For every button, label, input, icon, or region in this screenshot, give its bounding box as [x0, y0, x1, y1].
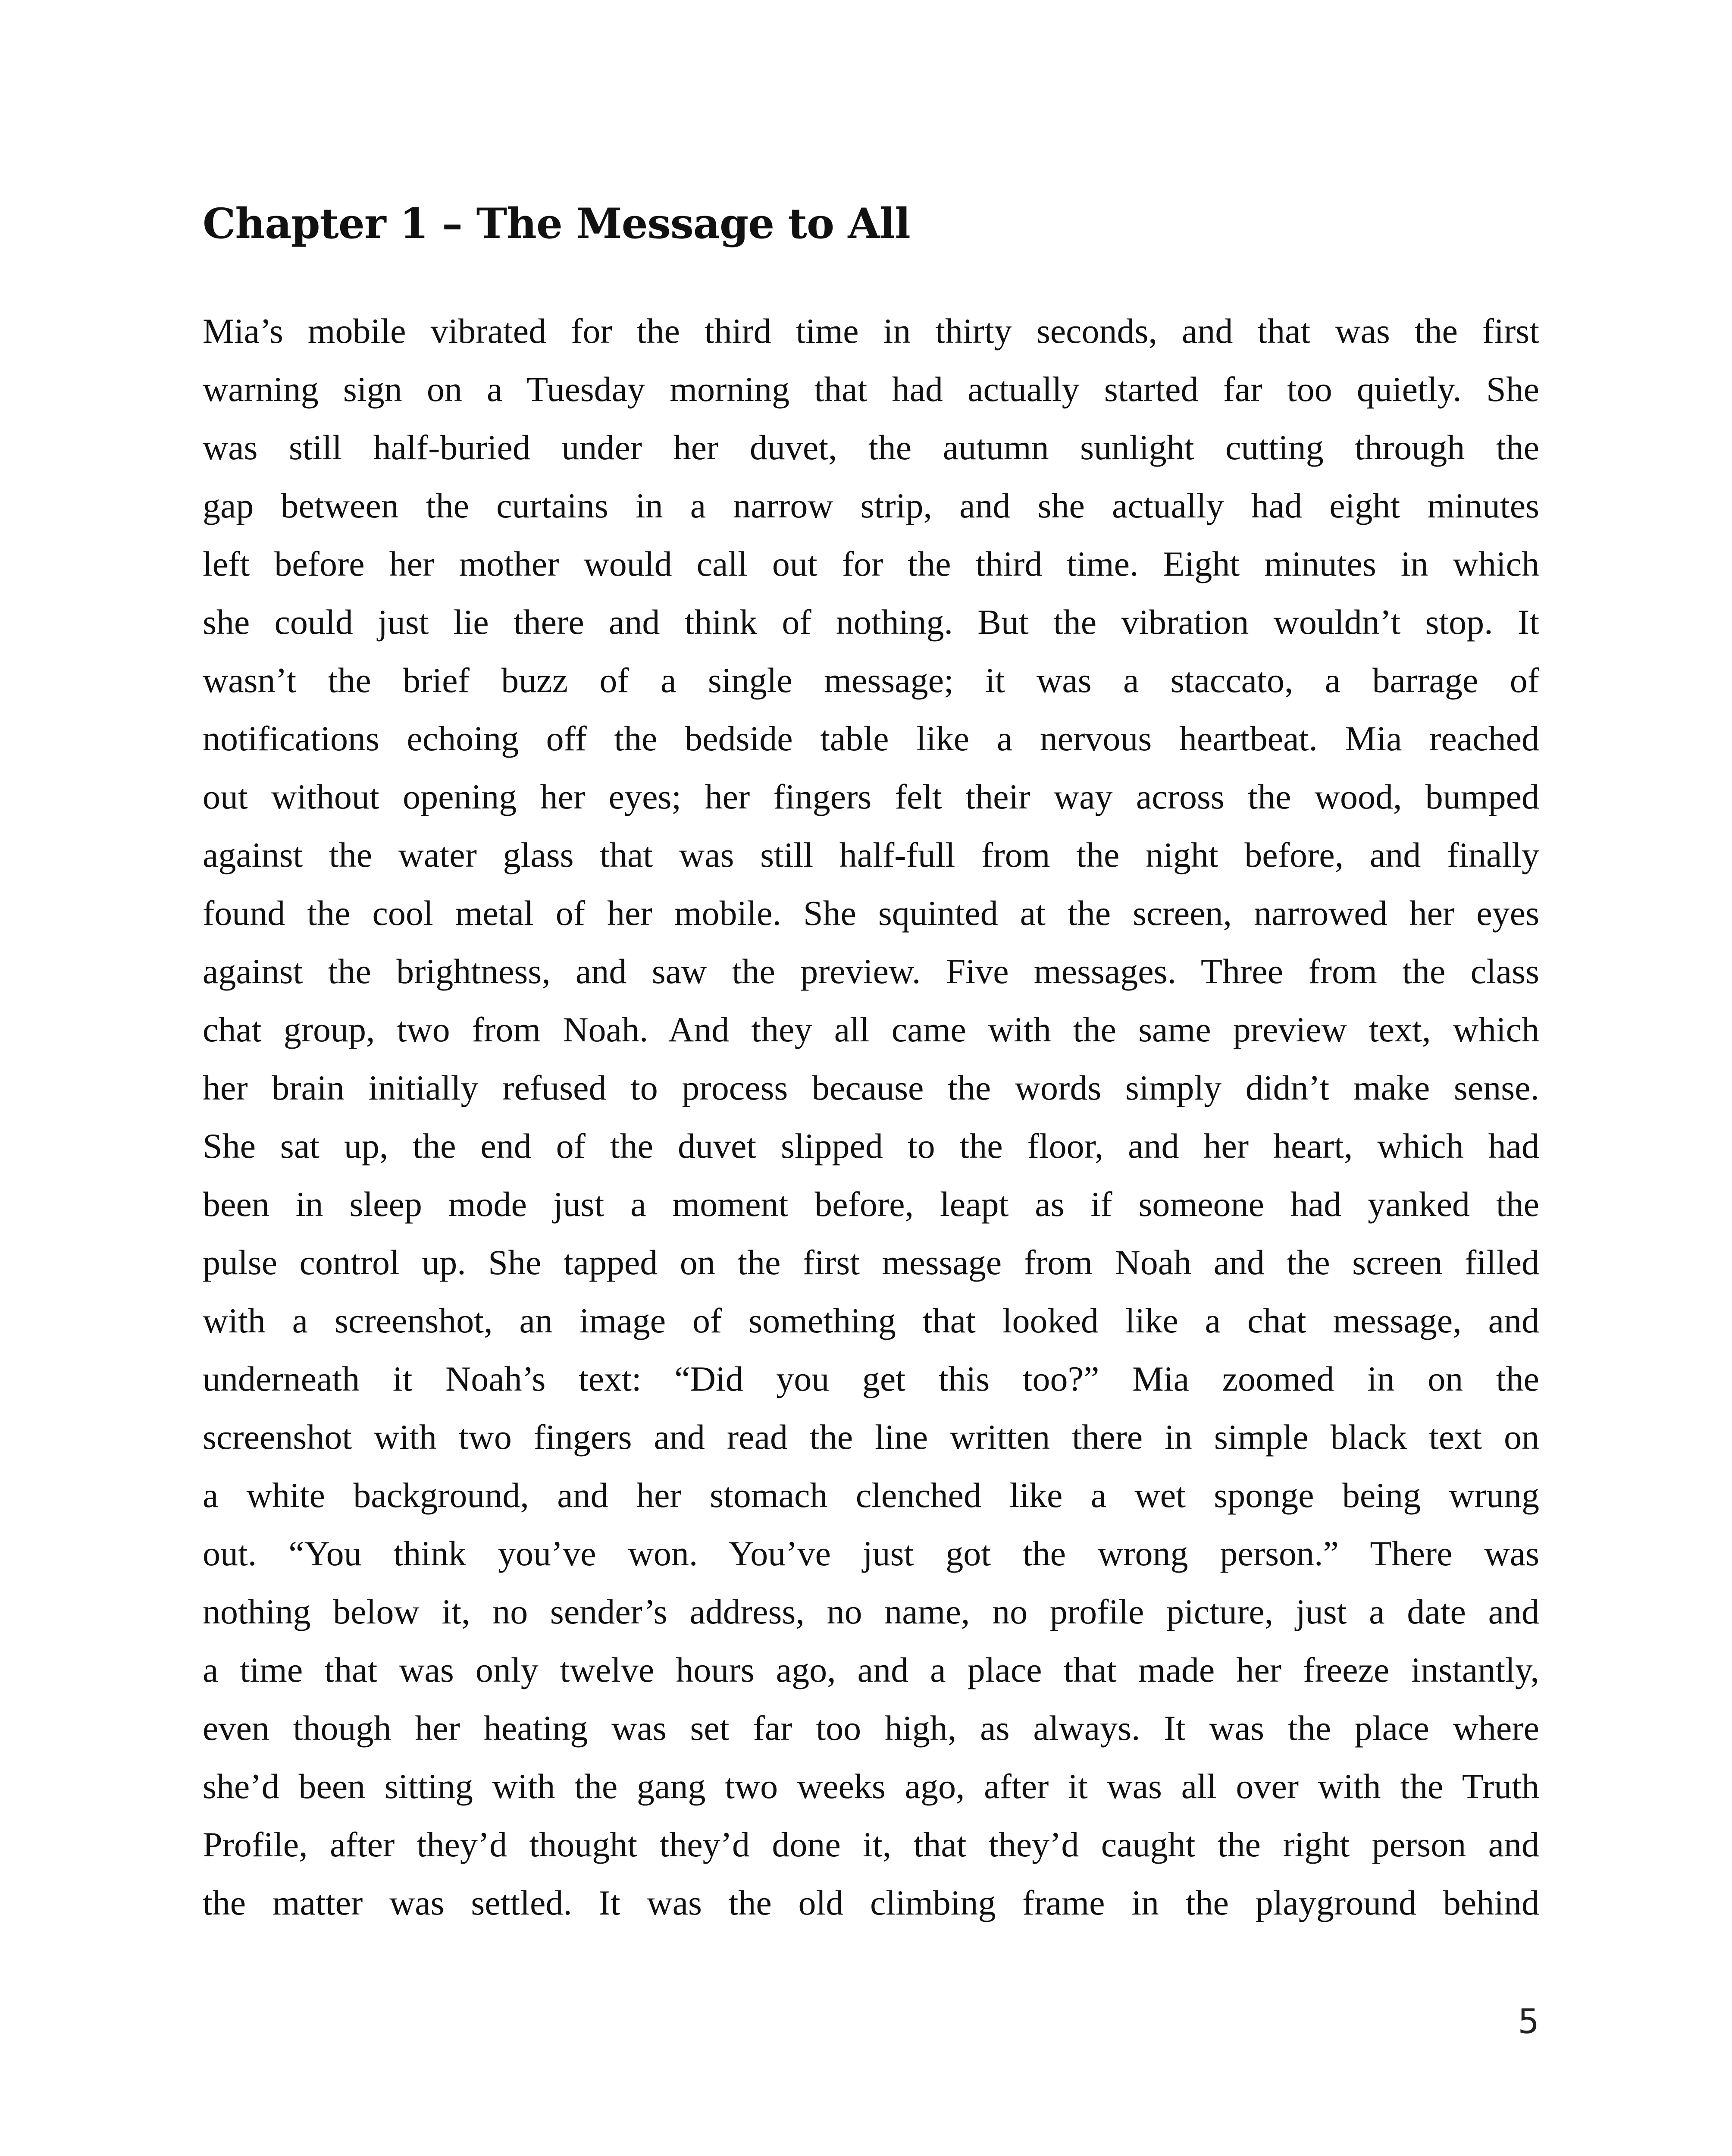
- text-line: against the brightness, and saw the preview. Five messages. Three from the class: [203, 952, 1539, 991]
- text-line: a time that was only twelve hours ago, and a place that made her freeze instantly,: [203, 1650, 1539, 1689]
- text-line: notifications echoing off the bedside table like a nervous heartbeat. Mia reached: [203, 719, 1539, 758]
- text-line: with a screenshot, an image of something that looked like a chat message, and: [203, 1301, 1539, 1340]
- text-line: against the water glass that was still half-full from the night before, and finally: [203, 835, 1539, 874]
- chapter-heading: Chapter 1 – The Message to All: [203, 199, 910, 248]
- text-line: wasn’t the brief buzz of a single message; it was a staccato, a barrage of: [203, 661, 1539, 700]
- text-line: she could just lie there and think of nothing. But the vibration wouldn’t stop. It: [203, 602, 1539, 642]
- text-line: pulse control up. She tapped on the first message from Noah and the screen filled: [203, 1243, 1539, 1282]
- page-number: 5: [1518, 2002, 1539, 2041]
- body-text: [203, 302, 1539, 1940]
- text-line: gap between the curtains in a narrow strip, and she actually had eight minutes: [203, 486, 1539, 525]
- text-line: the matter was settled. It was the old climbing frame in the playground behind: [203, 1883, 1539, 1922]
- text-line: even though her heating was set far too high, as always. It was the place where: [203, 1708, 1539, 1748]
- text-line: left before her mother would call out for the third time. Eight minutes in which: [203, 544, 1539, 583]
- text-line: She sat up, the end of the duvet slipped to the floor, and her heart, which had: [203, 1126, 1539, 1166]
- text-line: chat group, two from Noah. And they all came with the same preview text, which: [203, 1010, 1539, 1049]
- text-line: Mia’s mobile vibrated for the third time in thirty seconds, and that was the first: [203, 311, 1539, 351]
- text-line: screenshot with two fingers and read the line written there in simple black text on: [203, 1417, 1539, 1457]
- text-line: found the cool metal of her mobile. She squinted at the screen, narrowed her eyes: [203, 893, 1539, 933]
- text-line: been in sleep mode just a moment before, leapt as if someone had yanked the: [203, 1185, 1539, 1224]
- text-line: underneath it Noah’s text: “Did you get this too?” Mia zoomed in on the: [203, 1359, 1539, 1398]
- text-line: warning sign on a Tuesday morning that had actually started far too quietly. She: [203, 370, 1539, 409]
- text-line: nothing below it, no sender’s address, no name, no profile picture, just a date and: [203, 1592, 1539, 1631]
- text-line: out. “You think you’ve won. You’ve just got the wrong person.” There was: [203, 1534, 1539, 1573]
- text-line: was still half-buried under her duvet, the autumn sunlight cutting through the: [203, 428, 1539, 467]
- text-line: a white background, and her stomach clenched like a wet sponge being wrung: [203, 1476, 1539, 1515]
- text-line: Profile, after they’d thought they’d done it, that they’d caught the right person and: [203, 1825, 1539, 1864]
- text-line: out without opening her eyes; her fingers felt their way across the wood, bumped: [203, 777, 1539, 816]
- text-line: her brain initially refused to process because the words simply didn’t make sense.: [203, 1068, 1539, 1107]
- text-line: she’d been sitting with the gang two weeks ago, after it was all over with the Truth: [203, 1767, 1539, 1806]
